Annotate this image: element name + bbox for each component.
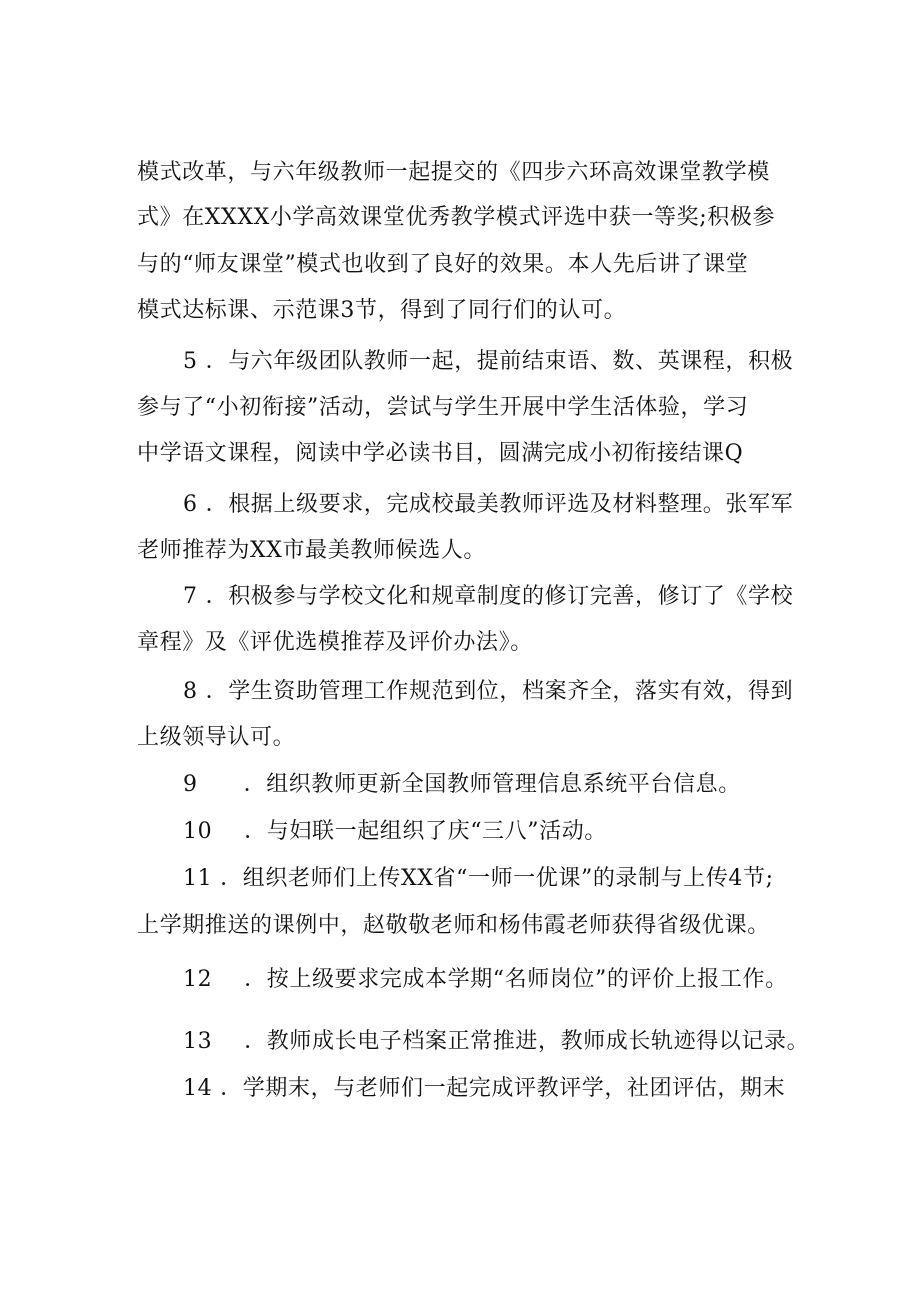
item-number: 12 [183, 967, 213, 992]
list-item-10 [183, 817, 607, 847]
text-line: 参与了“小初衔接”活动，尝试与学生开展中学生活体验，学习 [137, 395, 749, 420]
list-item-11-first-line [183, 864, 774, 894]
item-number: 7 [183, 584, 198, 609]
item-text: ．学生资助管理工作规范到位，档案齐全，落实有效，得到 [205, 679, 794, 704]
item-number: 13 [183, 1029, 213, 1054]
item-text: ．与六年级团队教师一起，提前结束语、数、英课程，积极 [205, 349, 794, 374]
list-item-14-first-line [183, 1074, 785, 1104]
text-line: 中学语文课程，阅读中学必读书目，圆满完成小初衔接结课Q [137, 441, 744, 466]
item-text: ．按上级要求完成本学期“名师岗位”的评价上报工作。 [244, 967, 788, 992]
list-item-6-first-line [183, 490, 793, 520]
text-line: 模式达标课、示范课3节，得到了同行们的认可。 [137, 298, 627, 323]
list-item-12 [183, 965, 788, 995]
text-line: 老师推荐为XX市最美教师候选人。 [137, 538, 486, 563]
list-item-8-first-line [183, 677, 793, 707]
item-number: 5 [183, 349, 198, 374]
text-line: 上级领导认可。 [137, 725, 296, 750]
item-text: ．与妇联一起组织了庆“三八”活动。 [244, 819, 607, 844]
item-text: ．学期末，与老师们一起完成评教评学，社团评估，期末 [220, 1076, 786, 1101]
item-text: ．积极参与学校文化和规章制度的修订完善，修订了《学校 [205, 584, 794, 609]
item-text: ．组织教师更新全国教师管理信息系统平台信息。 [243, 772, 741, 797]
item-text: ．组织老师们上传XX省“一师一优课”的录制与上传4节; [220, 866, 774, 891]
text-line: 章程》及《评优选模推荐及评价办法》。 [137, 630, 533, 655]
text-line: 模式改革，与六年级教师一起提交的《四步六环高效课堂教学模 [137, 160, 770, 185]
item-number: 14 [183, 1076, 213, 1101]
text-line: 与的“师友课堂”模式也收到了良好的效果。本人先后讲了课堂 [137, 252, 749, 277]
item-number: 9 [183, 772, 198, 797]
item-number: 8 [183, 679, 198, 704]
item-text: ．根据上级要求，完成校最美教师评选及材料整理。张军军 [205, 492, 794, 517]
item-number: 11 [183, 866, 213, 891]
list-item-7-first-line [183, 582, 793, 612]
list-item-5-first-line [183, 347, 793, 377]
list-item-13 [183, 1027, 809, 1057]
text-line: 式》在XXXX小学高效课堂优秀教学模式评选中获一等奖;积极参 [137, 205, 776, 230]
list-item-9 [183, 770, 741, 800]
item-text: ．教师成长电子档案正常推进，教师成长轨迹得以记录。 [244, 1029, 810, 1054]
item-number: 10 [183, 819, 213, 844]
item-number: 6 [183, 492, 198, 517]
text-line: 上学期推送的课例中，赵敬敬老师和杨伟霞老师获得省级优课。 [137, 913, 770, 938]
